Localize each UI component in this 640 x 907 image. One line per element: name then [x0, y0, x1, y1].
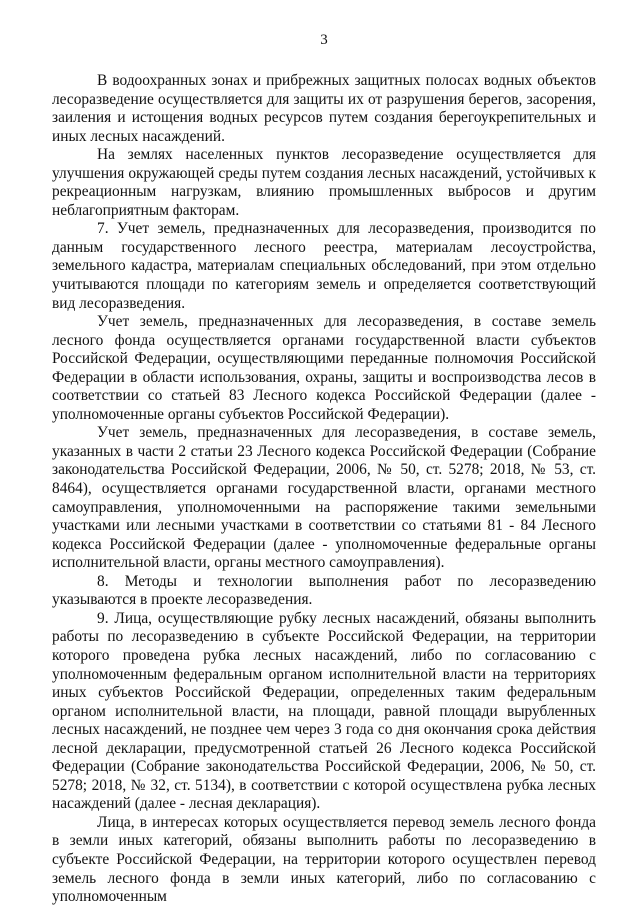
page-number: 3 — [320, 32, 328, 48]
paragraph-item-8: 8. Методы и технологии выполнения работ по лесоразведению указываются в проекте лесоразведения. — [52, 572, 596, 609]
paragraph-item-7: 7. Учет земель, предназначенных для лесоразведения, производится по данным государственного лесного реестра, материалам лесоустройства, земельного кадастра, материалам специальных обследований, при этом отдельно учитываются площади по категориям земель и определяется соответствующий вид лесоразведения. — [52, 220, 596, 312]
paragraph-settlement-lands: На землях населенных пунктов лесоразведение осуществляется для улучшения окружающей среды путем создания лесных насаждений, устойчивых к рекреационным нагрузкам, влиянию промышленных выбросов и другим неблагоприятным факторам. — [52, 146, 596, 219]
document-body — [52, 72, 596, 907]
paragraph-land-transfer: Лица, в интересах которых осуществляется перевод земель лесного фонда в земли иных категорий, обязаны выполнить работы по лесоразведению в субъекте Российской Федерации, на территории которого осуществлен перевод земель лесного фонда в земли иных категорий, либо по согласованию с уполномоченным — [52, 813, 596, 906]
paragraph-other-lands-accounting: Учет земель, предназначенных для лесоразведения, в составе земель, указанных в части 2 статьи 23 Лесного кодекса Российской Федерации (Собрание законодательства Российской Федерации, 2006, № 50, ст. 5278; 2018, № 53, ст. 8464), осуществляется органами государственной власти, органами местного самоуправления, уполномоченными на распоряжение такими земельными участками или лесными участками в соответствии со статьями 81 - 84 Лесного кодекса Российской Федерации (далее - уполномоченные федеральные органы исполнительной власти, органы местного самоуправления). — [52, 424, 596, 572]
paragraph-item-9: 9. Лица, осуществляющие рубку лесных насаждений, обязаны выполнить работы по лесоразведению в субъекте Российской Федерации, на территории которого проведена рубка лесных насаждений, либо по согласованию с уполномоченным федеральным органом исполнительной власти на территориях иных субъектов Российской Федерации, определенных таким федеральным органом исполнительной власти, на площади, равной площади вырубленных лесных насаждений, не позднее чем через 3 года со дня окончания срока действия лесной декларации, предусмотренной статьей 26 Лесного кодекса Российской Федерации (Собрание законодательства Российской Федерации, 2006, № 50, ст. 5278; 2018, № 32, ст. 5134), в соответствии с которой осуществлена рубка лесных насаждений (далее - лесная декларация). — [52, 609, 596, 813]
paragraph-forest-fund-accounting: Учет земель, предназначенных для лесоразведения, в составе земель лесного фонда осуществляется органами государственной власти субъектов Российской Федерации, осуществляющими переданные полномочия Российской Федерации в области использования, охраны, защиты и воспроизводства лесов в соответствии со статьей 83 Лесного кодекса Российской Федерации (далее - уполномоченные органы субъектов Российской Федерации). — [52, 313, 596, 423]
paragraph-water-protection-zones: В водоохранных зонах и прибрежных защитных полосах водных объектов лесоразведение осуществляется для защиты их от разрушения берегов, засорения, заиления и истощения водных ресурсов путем создания берегоукрепительных и иных лесных насаждений. — [52, 72, 596, 145]
